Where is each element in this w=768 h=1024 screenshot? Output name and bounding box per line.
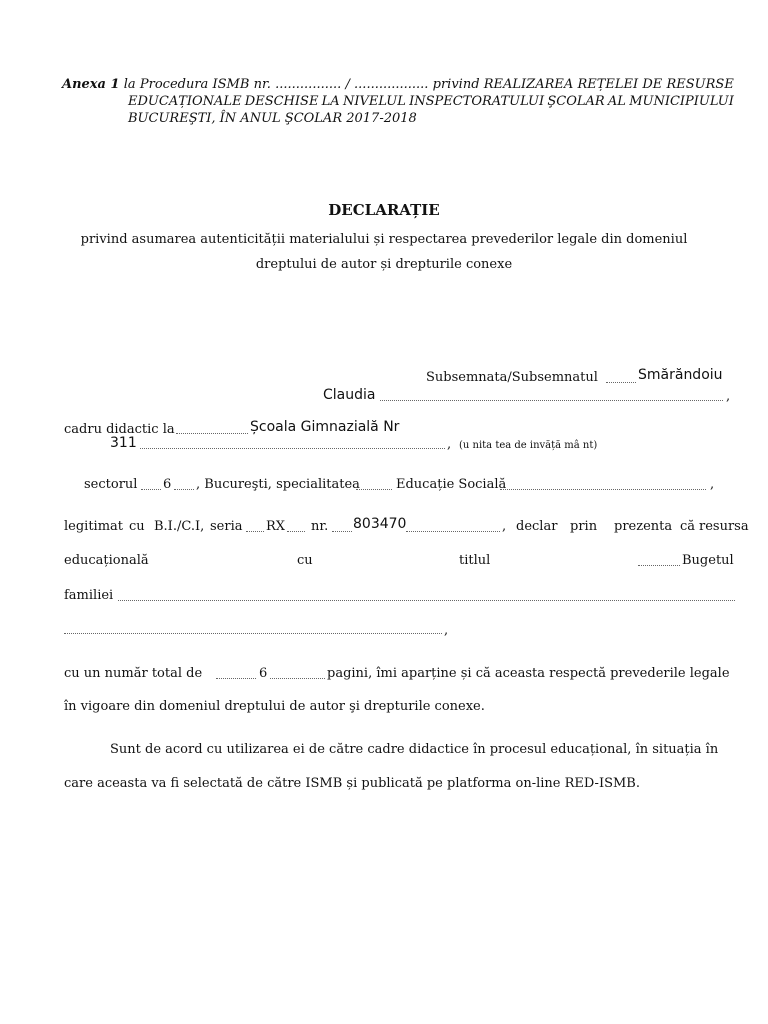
annex-word: privind — [432, 77, 480, 92]
comma: , — [447, 437, 452, 452]
annex-word: INSPECTORATULUI — [409, 94, 545, 109]
dotted-line — [332, 531, 352, 532]
legitimat-word: cu — [129, 519, 145, 534]
declar-word: prezenta — [614, 519, 673, 534]
annex-word: la — [123, 77, 136, 92]
dotted-line — [500, 489, 706, 490]
page-title: DECLARAȚIE — [328, 201, 440, 219]
dotted-line — [141, 489, 161, 490]
resource-title-value-cont: familiei — [64, 588, 114, 603]
sector-label: sectorul — [84, 477, 138, 492]
annex-word: RESURSE — [666, 77, 734, 92]
dotted-line — [140, 448, 445, 449]
declar-word: declar — [516, 519, 558, 534]
educ-word: titlul — [459, 553, 491, 568]
annex-line-3: BUCUREŞTI, ÎN ANUL ŞCOLAR 2017-2018 — [128, 111, 417, 126]
annex-word: LA — [321, 94, 340, 109]
dotted-line — [606, 382, 636, 383]
body-text-vigoare: în vigoare din domeniul dreptului de autor şi drepturile conexe. — [64, 699, 485, 714]
dotted-line — [380, 400, 723, 401]
dotted-line — [174, 489, 194, 490]
dotted-line — [270, 678, 325, 679]
subtitle-line-1: privind asumarea autenticității materialului și respectarea prevederilor legale din domeniul — [80, 232, 688, 247]
firstname-value: Claudia — [323, 387, 376, 403]
surname-value: Smărăndoiu — [638, 367, 723, 383]
annex-word: / — [345, 77, 350, 92]
dotted-line — [118, 600, 735, 601]
legitimat-word: legitimat — [64, 519, 124, 534]
pages-label: cu un număr total de — [64, 666, 203, 681]
subsemnatul-label: Subsemnata/Subsemnatul — [426, 370, 598, 385]
annex-number: Anexa 1 — [62, 77, 120, 92]
dotted-line — [406, 531, 500, 532]
annex-header — [62, 76, 734, 127]
annex-word: ................ — [275, 77, 342, 92]
annex-word: NIVELUL — [342, 94, 406, 109]
school-hint: (u nita tea de invăță mâ nt) — [459, 440, 598, 451]
body-text-acord: Sunt de acord cu utilizarea ei de către cadre didactice în procesul educațional, în situația în — [110, 742, 719, 757]
annex-word: REALIZAREA — [483, 77, 574, 92]
dotted-line — [287, 531, 305, 532]
dotted-line — [176, 433, 248, 434]
body-text-acord-cont: care aceasta va fi selectată de către ISMB și publicată pe platforma on-line RED-ISMB. — [64, 776, 640, 791]
annex-word: AL — [607, 94, 626, 109]
dotted-line — [638, 565, 680, 566]
annex-word: REȚELEI — [577, 77, 639, 92]
declar-word: prin — [570, 519, 598, 534]
specialty-value: Educație Socială — [396, 477, 507, 492]
comma: , — [710, 477, 715, 492]
pages-rest-text: pagini, îmi aparține și că aceasta respectă prevederile legale — [327, 666, 730, 681]
annex-line-1 — [62, 76, 734, 93]
educ-word: educațională — [64, 553, 149, 568]
comma: , — [726, 389, 731, 404]
sector-value: 6 — [163, 477, 172, 492]
id-series-value: RX — [266, 519, 286, 534]
school-name-value: Școala Gimnazială Nr — [250, 419, 400, 435]
annex-word: ŞCOLAR — [547, 94, 605, 109]
annex-word: Procedura — [139, 77, 209, 92]
id-number-value: 803470 — [353, 516, 407, 532]
declar-word: că — [680, 519, 696, 534]
annex-word: ISMB — [212, 77, 250, 92]
subtitle-line-2: dreptului de autor și drepturile conexe — [255, 257, 513, 272]
cadru-label: cadru didactic la — [64, 422, 175, 437]
dotted-line — [356, 489, 392, 490]
declar-word: resursa — [699, 519, 749, 534]
school-number-value: 311 — [110, 435, 137, 451]
pages-value: 6 — [259, 666, 268, 681]
declar-word: , — [502, 519, 507, 534]
comma: , — [444, 623, 449, 638]
annex-word: nr. — [253, 77, 271, 92]
dotted-line — [246, 531, 264, 532]
annex-line-2 — [128, 93, 734, 110]
nr-label: nr. — [311, 519, 329, 534]
annex-word: DE — [642, 77, 663, 92]
resource-title-value: Bugetul — [682, 553, 734, 568]
annex-word: .................. — [354, 77, 429, 92]
annex-word: EDUCAȚIONALE — [128, 94, 242, 109]
dotted-line — [64, 633, 442, 634]
legitimat-word: B.I./C.I, — [154, 519, 205, 534]
dotted-line — [216, 678, 256, 679]
annex-word: MUNICIPIULUI — [629, 94, 734, 109]
educ-word: cu — [297, 553, 313, 568]
legitimat-word: seria — [210, 519, 243, 534]
bucuresti-label: , Bucureşti, specialitatea — [196, 477, 360, 492]
annex-word: DESCHISE — [244, 94, 319, 109]
